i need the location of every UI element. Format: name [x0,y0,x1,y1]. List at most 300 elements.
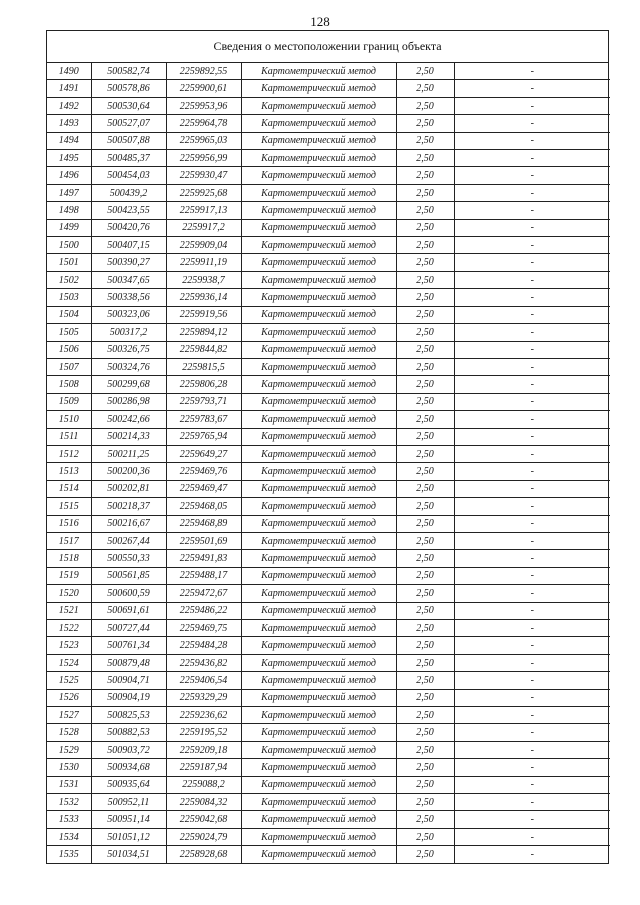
cell-precision: 2,50 [396,480,454,497]
table-row [47,550,610,567]
cell-point-number: 1500 [47,237,91,254]
cell-coord-y: 2259909,04 [166,237,241,254]
cell-precision: 2,50 [396,672,454,689]
table-row [47,167,610,184]
cell-coord-y: 2259919,56 [166,306,241,323]
table-row [47,637,610,654]
cell-coord-x: 500825,53 [91,707,166,724]
cell-precision: 2,50 [396,602,454,619]
cell-method: Картометрический метод [241,620,396,637]
cell-method: Картометрический метод [241,132,396,149]
table-row [47,132,610,149]
cell-extra: - [454,550,610,567]
cell-point-number: 1513 [47,463,91,480]
cell-coord-y: 2259938,7 [166,271,241,288]
cell-extra: - [454,202,610,219]
table-row [47,811,610,828]
cell-extra: - [454,724,610,741]
cell-precision: 2,50 [396,237,454,254]
cell-extra: - [454,324,610,341]
cell-precision: 2,50 [396,724,454,741]
table-row [47,620,610,637]
cell-extra: - [454,776,610,793]
cell-coord-y: 2259953,96 [166,97,241,114]
cell-point-number: 1511 [47,428,91,445]
cell-coord-x: 500347,65 [91,271,166,288]
cell-point-number: 1522 [47,620,91,637]
cell-coord-y: 2259501,69 [166,532,241,549]
cell-coord-y: 2259469,75 [166,620,241,637]
table-row [47,463,610,480]
cell-coord-y: 2259488,17 [166,567,241,584]
cell-coord-y: 2259649,27 [166,445,241,462]
cell-coord-x: 500507,88 [91,132,166,149]
cell-coord-y: 2259468,05 [166,498,241,515]
cell-extra: - [454,411,610,428]
cell-coord-y: 2259484,28 [166,637,241,654]
table-body [47,63,610,863]
cell-extra: - [454,393,610,410]
cell-coord-x: 500904,71 [91,672,166,689]
cell-extra: - [454,289,610,306]
table-row [47,341,610,358]
cell-precision: 2,50 [396,184,454,201]
cell-precision: 2,50 [396,585,454,602]
cell-coord-x: 500299,68 [91,376,166,393]
cell-coord-y: 2259436,82 [166,654,241,671]
table-row [47,63,610,80]
cell-point-number: 1491 [47,80,91,97]
cell-point-number: 1526 [47,689,91,706]
cell-coord-x: 500691,61 [91,602,166,619]
cell-point-number: 1503 [47,289,91,306]
cell-precision: 2,50 [396,132,454,149]
cell-coord-y: 2259815,5 [166,358,241,375]
table-row [47,289,610,306]
cell-extra: - [454,759,610,776]
cell-coord-x: 500903,72 [91,741,166,758]
table-row [47,271,610,288]
cell-point-number: 1493 [47,115,91,132]
table-row [47,602,610,619]
cell-coord-y: 2259486,22 [166,602,241,619]
cell-method: Картометрический метод [241,550,396,567]
cell-precision: 2,50 [396,341,454,358]
cell-precision: 2,50 [396,654,454,671]
cell-coord-y: 2259965,03 [166,132,241,149]
cell-point-number: 1534 [47,828,91,845]
cell-coord-x: 500485,37 [91,150,166,167]
cell-point-number: 1533 [47,811,91,828]
cell-method: Картометрический метод [241,759,396,776]
cell-extra: - [454,846,610,863]
cell-method: Картометрический метод [241,306,396,323]
cell-coord-x: 500934,68 [91,759,166,776]
cell-coord-y: 2259084,32 [166,794,241,811]
cell-point-number: 1515 [47,498,91,515]
cell-precision: 2,50 [396,97,454,114]
table-row [47,498,610,515]
cell-coord-x: 500216,67 [91,515,166,532]
table-row [47,393,610,410]
cell-precision: 2,50 [396,254,454,271]
cell-coord-y: 2259844,82 [166,341,241,358]
cell-coord-x: 500420,76 [91,219,166,236]
cell-extra: - [454,532,610,549]
table-row [47,585,610,602]
cell-coord-y: 2259956,99 [166,150,241,167]
table-row [47,376,610,393]
cell-coord-x: 500530,64 [91,97,166,114]
cell-method: Картометрический метод [241,80,396,97]
cell-extra: - [454,254,610,271]
cell-precision: 2,50 [396,759,454,776]
cell-coord-x: 500951,14 [91,811,166,828]
cell-extra: - [454,654,610,671]
cell-method: Картометрический метод [241,289,396,306]
cell-coord-x: 500286,98 [91,393,166,410]
cell-point-number: 1509 [47,393,91,410]
table-row [47,846,610,863]
cell-point-number: 1496 [47,167,91,184]
cell-point-number: 1519 [47,567,91,584]
cell-coord-x: 500267,44 [91,532,166,549]
table-row [47,324,610,341]
cell-point-number: 1523 [47,637,91,654]
table-row [47,672,610,689]
cell-point-number: 1517 [47,532,91,549]
table-row [47,184,610,201]
cell-coord-y: 2259088,2 [166,776,241,793]
cell-coord-x: 500324,76 [91,358,166,375]
cell-method: Картометрический метод [241,672,396,689]
cell-point-number: 1501 [47,254,91,271]
cell-method: Картометрический метод [241,341,396,358]
cell-extra: - [454,132,610,149]
cell-coord-y: 2259892,55 [166,63,241,80]
cell-extra: - [454,237,610,254]
cell-point-number: 1518 [47,550,91,567]
table-row [47,794,610,811]
cell-precision: 2,50 [396,428,454,445]
cell-point-number: 1525 [47,672,91,689]
cell-coord-y: 2259042,68 [166,811,241,828]
cell-point-number: 1506 [47,341,91,358]
cell-precision: 2,50 [396,271,454,288]
cell-method: Картометрический метод [241,271,396,288]
cell-coord-y: 2259911,19 [166,254,241,271]
cell-method: Картометрический метод [241,480,396,497]
cell-method: Картометрический метод [241,184,396,201]
table-row [47,776,610,793]
cell-method: Картометрический метод [241,567,396,584]
cell-coord-x: 500527,07 [91,115,166,132]
cell-coord-x: 500882,53 [91,724,166,741]
cell-method: Картометрический метод [241,828,396,845]
table-row [47,689,610,706]
cell-extra: - [454,376,610,393]
cell-coord-y: 2259925,68 [166,184,241,201]
cell-precision: 2,50 [396,550,454,567]
cell-coord-x: 500218,37 [91,498,166,515]
cell-extra: - [454,115,610,132]
cell-precision: 2,50 [396,846,454,863]
cell-precision: 2,50 [396,80,454,97]
cell-coord-x: 500202,81 [91,480,166,497]
cell-method: Картометрический метод [241,532,396,549]
cell-coord-x: 501034,51 [91,846,166,863]
cell-method: Картометрический метод [241,794,396,811]
cell-coord-x: 500326,75 [91,341,166,358]
boundary-table-sheet [46,30,609,864]
cell-method: Картометрический метод [241,445,396,462]
cell-extra: - [454,637,610,654]
cell-coord-y: 2259472,67 [166,585,241,602]
cell-point-number: 1499 [47,219,91,236]
cell-extra: - [454,515,610,532]
cell-coord-x: 500727,44 [91,620,166,637]
cell-extra: - [454,811,610,828]
cell-method: Картометрический метод [241,63,396,80]
table-row [47,654,610,671]
cell-coord-x: 500904,19 [91,689,166,706]
table-row [47,254,610,271]
cell-extra: - [454,498,610,515]
cell-precision: 2,50 [396,567,454,584]
cell-extra: - [454,63,610,80]
cell-precision: 2,50 [396,811,454,828]
cell-point-number: 1529 [47,741,91,758]
cell-method: Картометрический метод [241,393,396,410]
table-row [47,428,610,445]
cell-coord-y: 2259783,67 [166,411,241,428]
cell-extra: - [454,602,610,619]
table-row [47,115,610,132]
cell-precision: 2,50 [396,637,454,654]
cell-coord-x: 500879,48 [91,654,166,671]
cell-method: Картометрический метод [241,811,396,828]
cell-precision: 2,50 [396,202,454,219]
cell-extra: - [454,707,610,724]
cell-coord-x: 500561,85 [91,567,166,584]
cell-extra: - [454,567,610,584]
cell-coord-y: 2259468,89 [166,515,241,532]
cell-coord-y: 2259936,14 [166,289,241,306]
cell-extra: - [454,341,610,358]
table-row [47,80,610,97]
cell-method: Картометрический метод [241,428,396,445]
cell-point-number: 1505 [47,324,91,341]
cell-point-number: 1520 [47,585,91,602]
cell-coord-y: 2259329,29 [166,689,241,706]
cell-point-number: 1507 [47,358,91,375]
cell-precision: 2,50 [396,219,454,236]
cell-precision: 2,50 [396,794,454,811]
table-row [47,480,610,497]
cell-extra: - [454,428,610,445]
cell-coord-x: 500214,33 [91,428,166,445]
table-title: Сведения о местоположении границ объекта [47,31,608,63]
cell-precision: 2,50 [396,707,454,724]
cell-point-number: 1532 [47,794,91,811]
cell-extra: - [454,828,610,845]
cell-method: Картометрический метод [241,376,396,393]
cell-extra: - [454,184,610,201]
cell-coord-y: 2259964,78 [166,115,241,132]
table-row [47,150,610,167]
cell-coord-y: 2259806,28 [166,376,241,393]
cell-precision: 2,50 [396,445,454,462]
cell-coord-y: 2258928,68 [166,846,241,863]
table-row [47,741,610,758]
cell-precision: 2,50 [396,306,454,323]
cell-point-number: 1492 [47,97,91,114]
cell-extra: - [454,150,610,167]
cell-point-number: 1502 [47,271,91,288]
cell-coord-x: 500423,55 [91,202,166,219]
cell-extra: - [454,97,610,114]
cell-coord-x: 501051,12 [91,828,166,845]
cell-extra: - [454,620,610,637]
cell-method: Картометрический метод [241,202,396,219]
cell-point-number: 1498 [47,202,91,219]
cell-coord-x: 500550,33 [91,550,166,567]
table-row [47,515,610,532]
cell-coord-y: 2259406,54 [166,672,241,689]
table-row [47,219,610,236]
cell-precision: 2,50 [396,167,454,184]
cell-extra: - [454,741,610,758]
cell-precision: 2,50 [396,63,454,80]
cell-precision: 2,50 [396,620,454,637]
cell-method: Картометрический метод [241,741,396,758]
cell-method: Картометрический метод [241,254,396,271]
cell-coord-x: 500390,27 [91,254,166,271]
cell-coord-y: 2259793,71 [166,393,241,410]
cell-precision: 2,50 [396,324,454,341]
cell-method: Картометрический метод [241,358,396,375]
cell-point-number: 1497 [47,184,91,201]
table-row [47,828,610,845]
cell-extra: - [454,480,610,497]
cell-precision: 2,50 [396,358,454,375]
cell-coord-y: 2259469,47 [166,480,241,497]
cell-coord-y: 2259209,18 [166,741,241,758]
cell-coord-y: 2259894,12 [166,324,241,341]
table-row [47,237,610,254]
cell-point-number: 1530 [47,759,91,776]
cell-coord-x: 500454,03 [91,167,166,184]
cell-coord-y: 2259195,52 [166,724,241,741]
cell-point-number: 1495 [47,150,91,167]
cell-coord-x: 500317,2 [91,324,166,341]
cell-extra: - [454,463,610,480]
cell-coord-x: 500439,2 [91,184,166,201]
cell-extra: - [454,167,610,184]
cell-coord-y: 2259917,2 [166,219,241,236]
cell-point-number: 1535 [47,846,91,863]
table-row [47,202,610,219]
cell-coord-x: 500200,36 [91,463,166,480]
cell-coord-x: 500761,34 [91,637,166,654]
table-row [47,358,610,375]
cell-point-number: 1508 [47,376,91,393]
table-row [47,724,610,741]
cell-coord-y: 2259765,94 [166,428,241,445]
cell-extra: - [454,306,610,323]
cell-method: Картометрический метод [241,463,396,480]
page-number: 128 [310,14,330,29]
cell-method: Картометрический метод [241,167,396,184]
cell-coord-x: 500578,86 [91,80,166,97]
cell-extra: - [454,794,610,811]
cell-point-number: 1510 [47,411,91,428]
cell-coord-y: 2259469,76 [166,463,241,480]
cell-point-number: 1528 [47,724,91,741]
cell-point-number: 1516 [47,515,91,532]
cell-extra: - [454,271,610,288]
table-row [47,759,610,776]
cell-method: Картометрический метод [241,515,396,532]
cell-method: Картометрический метод [241,585,396,602]
table-row [47,532,610,549]
cell-method: Картометрический метод [241,637,396,654]
cell-precision: 2,50 [396,150,454,167]
cell-method: Картометрический метод [241,707,396,724]
cell-coord-y: 2259491,83 [166,550,241,567]
cell-method: Картометрический метод [241,724,396,741]
cell-method: Картометрический метод [241,846,396,863]
cell-extra: - [454,358,610,375]
cell-precision: 2,50 [396,532,454,549]
cell-precision: 2,50 [396,115,454,132]
cell-method: Картометрический метод [241,219,396,236]
cell-extra: - [454,80,610,97]
cell-point-number: 1514 [47,480,91,497]
table-row [47,306,610,323]
cell-coord-x: 500600,59 [91,585,166,602]
cell-extra: - [454,585,610,602]
boundary-points-table [47,63,610,863]
cell-method: Картометрический метод [241,689,396,706]
table-row [47,97,610,114]
cell-method: Картометрический метод [241,324,396,341]
cell-precision: 2,50 [396,411,454,428]
table-row [47,445,610,462]
cell-extra: - [454,445,610,462]
cell-coord-x: 500338,56 [91,289,166,306]
cell-precision: 2,50 [396,776,454,793]
cell-point-number: 1504 [47,306,91,323]
cell-coord-x: 500582,74 [91,63,166,80]
cell-precision: 2,50 [396,289,454,306]
cell-point-number: 1521 [47,602,91,619]
cell-coord-x: 500407,15 [91,237,166,254]
cell-method: Картометрический метод [241,237,396,254]
cell-point-number: 1494 [47,132,91,149]
cell-precision: 2,50 [396,393,454,410]
cell-method: Картометрический метод [241,776,396,793]
cell-coord-y: 2259187,94 [166,759,241,776]
cell-point-number: 1527 [47,707,91,724]
table-row [47,567,610,584]
cell-coord-x: 500952,11 [91,794,166,811]
cell-point-number: 1490 [47,63,91,80]
cell-coord-x: 500242,66 [91,411,166,428]
cell-method: Картометрический метод [241,498,396,515]
table-row [47,707,610,724]
cell-precision: 2,50 [396,463,454,480]
